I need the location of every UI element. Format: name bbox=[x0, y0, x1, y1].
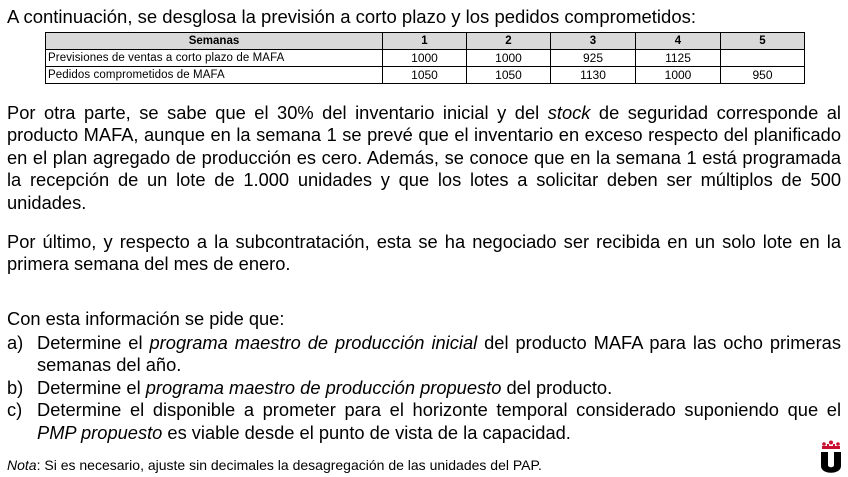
footnote bbox=[7, 457, 542, 474]
table-header-cell: 2 bbox=[467, 33, 551, 50]
forecast-table bbox=[45, 32, 805, 84]
list-marker: a) bbox=[7, 332, 24, 353]
table-cell: 1000 bbox=[383, 50, 467, 67]
question-text: es viable desde el punto de vista de la capacidad. bbox=[162, 421, 571, 443]
table-cell: 1000 bbox=[467, 50, 551, 67]
question-text: del producto. bbox=[501, 376, 613, 398]
emphasis-text: stock bbox=[547, 102, 591, 123]
list-item bbox=[7, 377, 841, 399]
table-cell: 1050 bbox=[467, 67, 551, 84]
paragraph-text: Por otra parte, se sabe que el 30% del inventario inicial y del bbox=[7, 102, 548, 123]
question-list bbox=[7, 332, 841, 444]
note-text: : Si es necesario, ajuste sin decimales la desagregación de las unidades del PAP. bbox=[36, 457, 542, 473]
table-cell: 925 bbox=[551, 50, 636, 67]
table-cell: 1050 bbox=[383, 67, 467, 84]
row-label: Pedidos comprometidos de MAFA bbox=[46, 67, 383, 84]
paragraph-text: de seguridad corresponde al producto MAFA, aunque en la semana 1 se prevé que el inventario en exceso respecto del planificado en el plan agregado de producción es cero. Además, se conoce que en la semana 1 está programada la recepción de un lote de 1.000 unidades y que los lotes a solicitar deben ser múltiplos de 500 unidades. bbox=[7, 102, 841, 213]
list-marker: b) bbox=[7, 376, 24, 398]
emphasis-text: programa maestro de producción inicial bbox=[149, 332, 478, 353]
question-text: del producto MAFA para las ocho primeras semanas del año. bbox=[37, 332, 841, 376]
intro-text: A continuación, se desglosa la previsión a corto plazo y los pedidos comprometidos: bbox=[7, 6, 696, 27]
paragraph-inventory bbox=[7, 102, 841, 214]
question-text: Determine el bbox=[37, 332, 150, 353]
table-header-row bbox=[46, 33, 805, 50]
paragraph-request: Con esta información se pide que: bbox=[7, 308, 285, 329]
row-label: Previsiones de ventas a corto plazo de MAFA bbox=[46, 50, 383, 67]
table-header-cell: Semanas bbox=[46, 33, 383, 50]
table-cell: 1125 bbox=[636, 50, 721, 67]
table-cell: 950 bbox=[721, 67, 805, 84]
table-cell bbox=[721, 50, 805, 67]
paragraph-subcontracting: Por último, y respecto a la subcontratación, esta se ha negociado ser recibida en un solo lote en la primera semana del mes de enero. bbox=[7, 231, 841, 275]
emphasis-text: PMP propuesto bbox=[37, 421, 163, 443]
question-text: Determine el bbox=[37, 376, 146, 398]
table-row bbox=[46, 50, 805, 67]
table-cell: 1130 bbox=[551, 67, 636, 84]
table-header-cell: 4 bbox=[636, 33, 721, 50]
list-item bbox=[7, 332, 841, 377]
table-header-cell: 1 bbox=[383, 33, 467, 50]
note-label: Nota bbox=[7, 457, 37, 473]
table-header-cell: 3 bbox=[551, 33, 636, 50]
list-marker: c) bbox=[7, 399, 23, 421]
emphasis-text: programa maestro de producción propuesto bbox=[145, 376, 502, 398]
list-item bbox=[7, 399, 841, 444]
table-header-cell: 5 bbox=[721, 33, 805, 50]
question-text: Determine el disponible a prometer para el horizonte temporal considerado suponiendo que el bbox=[37, 399, 841, 421]
table-row bbox=[46, 67, 805, 84]
table-cell: 1000 bbox=[636, 67, 721, 84]
university-crest-icon bbox=[818, 440, 844, 474]
